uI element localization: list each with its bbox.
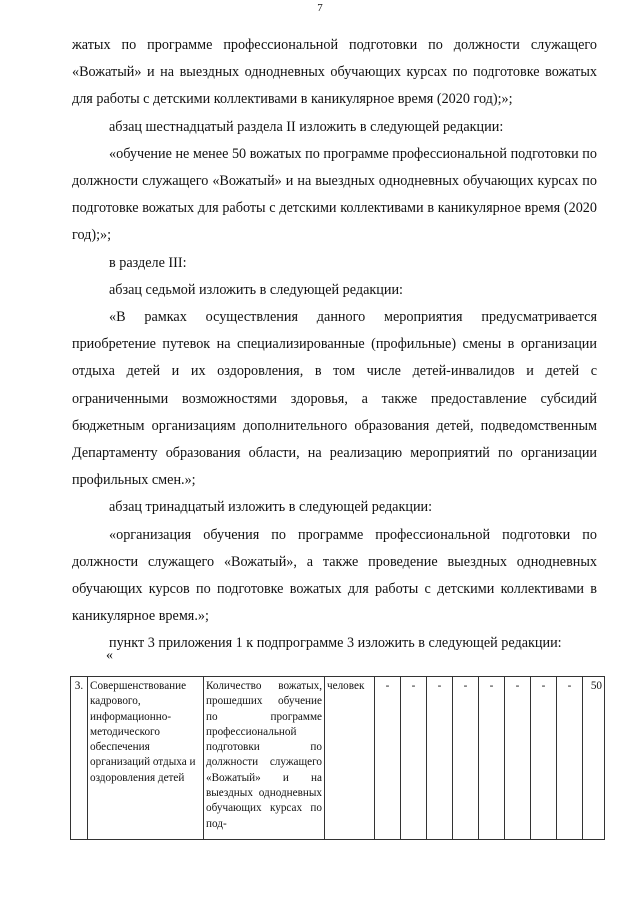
value-cell-9: 50 xyxy=(583,677,605,840)
page-number: 7 xyxy=(317,2,323,14)
document-body xyxy=(72,32,597,658)
paragraph-3: «обучение не менее 50 вожатых по программе профессиональной подготовки по должности служащего «Вожатый» и на выездных однодневных обучающих курсах по подготовке вожатых для работы с детскими коллективами в каникулярное время (2020 год);»; xyxy=(72,145,597,244)
quote-open-mark: « xyxy=(106,648,113,663)
indicator-table xyxy=(70,676,605,840)
value-cell-2: - xyxy=(401,677,427,840)
paragraph-6: «В рамках осуществления данного мероприятия предусматривается приобретение путевок на специализированные (профильные) смены в организации отдыха детей и их оздоровления, в том числе детей-инвалидов и детей с ограниченными возможностями здоровья, а также предоставление субсидий бюджетным организациям дополнительного образования детей, подведомственным Департаменту образования области, на реализацию мероприятий по организации профильных смен.»; xyxy=(72,309,597,489)
paragraph-7: абзац тринадцатый изложить в следующей редакции: xyxy=(109,499,433,516)
paragraph-8: «организация обучения по программе профессиональной подготовки по должности служащего «Вожатый», а также проведение выездных однодневных обучающих курсов по подготовке вожатых для работы с детскими коллективами в каникулярное время.»; xyxy=(72,526,597,625)
value-cell-7: - xyxy=(531,677,557,840)
value-cell-6: - xyxy=(505,677,531,840)
value-cell-4: - xyxy=(453,677,479,840)
paragraph-2: абзац шестнадцатый раздела II изложить в следующей редакции: xyxy=(109,118,504,135)
row-number: 3. xyxy=(71,677,88,840)
table-row xyxy=(71,677,605,840)
value-cell-5: - xyxy=(479,677,505,840)
value-cell-1: - xyxy=(375,677,401,840)
paragraph-9: пункт 3 приложения 1 к подпрограмме 3 изложить в следующей редакции: xyxy=(109,635,562,652)
value-cell-3: - xyxy=(427,677,453,840)
unit-cell: человек xyxy=(325,677,375,840)
value-cell-8: - xyxy=(557,677,583,840)
paragraph-1: жатых по программе профессиональной подготовки по должности служащего «Вожатый» и на выездных однодневных обучающих курсах по подготовке вожатых для работы с детскими коллективами в каникулярное время (2020 год);»; xyxy=(72,37,597,108)
paragraph-5: абзац седьмой изложить в следующей редакции: xyxy=(109,281,404,298)
activity-name: Совершенствование кадрового, информационно-методического обеспечения организаций отдыха и оздоровления детей xyxy=(88,677,204,840)
indicator-name: Количество вожатых, прошедших обучение по программе профессиональной подготовки по должности служащего «Вожатый» и на выездных однодневных обучающих курсах по под- xyxy=(204,677,325,840)
paragraph-4: в разделе III: xyxy=(109,254,187,271)
